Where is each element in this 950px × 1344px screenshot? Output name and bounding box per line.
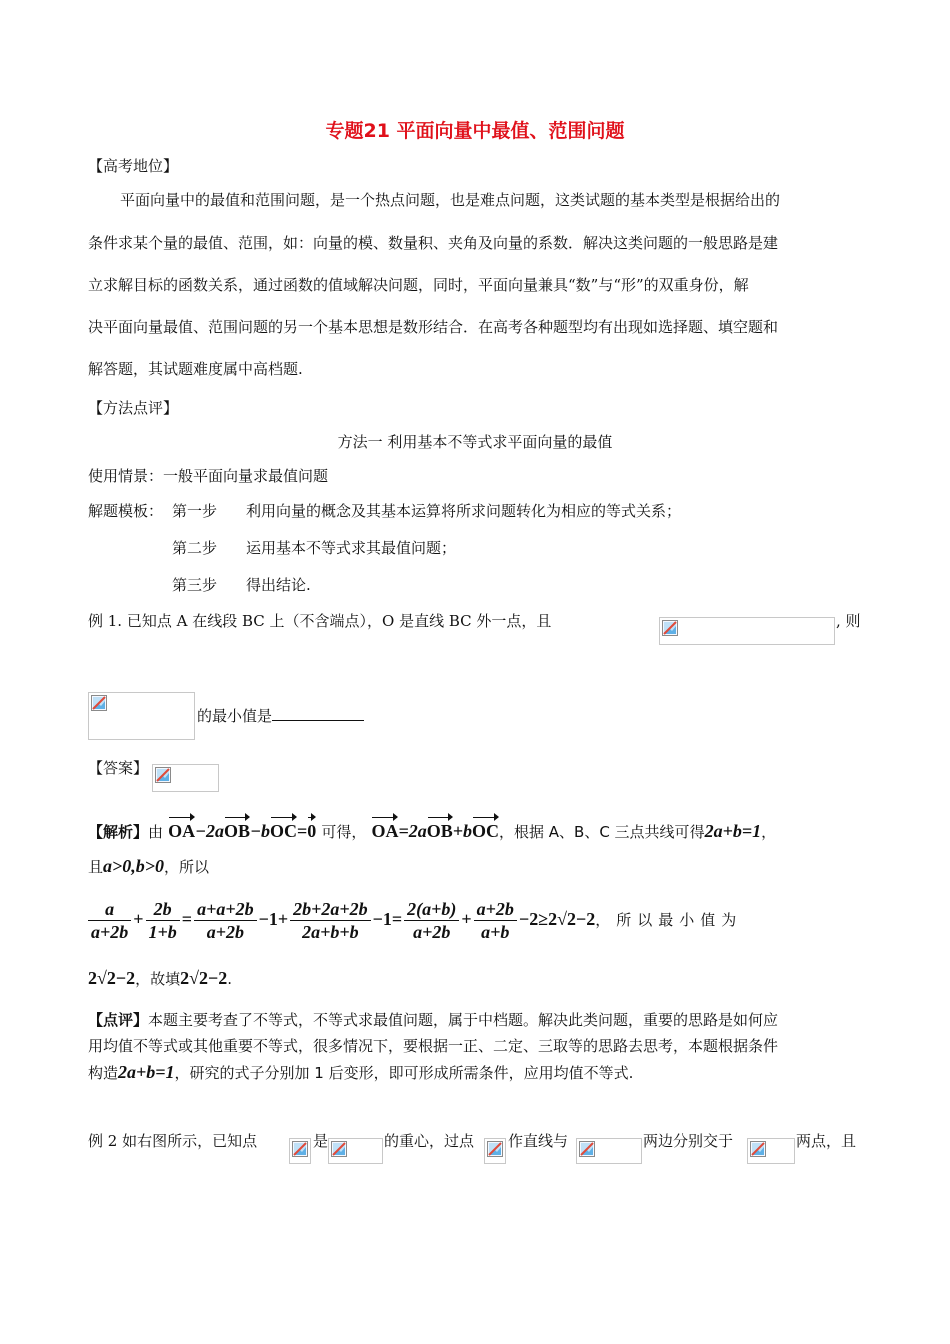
para1-line-2: 条件求某个量的最值、范围，如：向量的模、数量积、夹角及向量的系数．解决这类问题的一般思路是建 (88, 234, 779, 252)
analysis-line-2: 且a>0,b>0，所以 (88, 856, 210, 876)
example-2-text-d: 作直线与 (508, 1132, 569, 1150)
fraction-1: $\frac{a}{a+2b}$ (88, 898, 131, 943)
para1-line-3: 立求解目标的函数关系，通过函数的值域解决问题，同时，平面向量兼具“数”与“形”的双重身份，解 (88, 276, 749, 294)
broken-image-icon (292, 1141, 308, 1157)
example-2-text-e: 两边分别交于 (643, 1132, 734, 1150)
fraction-3: $\frac{a+a+2b}{a+2b}$ (194, 898, 257, 943)
broken-image-icon (155, 767, 171, 783)
broken-image-icon (579, 1141, 595, 1157)
example-2-text-a: 例 2 如右图所示，已知点 (88, 1132, 258, 1150)
answer-blank (272, 706, 364, 721)
fraction-5: $\frac{2(a+b)}{a+2b}$ (404, 898, 459, 943)
example-1-text: 例 1. 已知点 A 在线段 BC 上（不含端点），O 是直线 BC 外一点，且 (88, 612, 552, 630)
usage-line: 使用情景：一般平面向量求最值问题 (88, 467, 329, 485)
points-image (747, 1138, 795, 1164)
step-2-text: 运用基本不等式求其最值问题； (246, 539, 457, 557)
broken-image-icon (487, 1141, 503, 1157)
step-3-name: 第三步 (172, 576, 218, 594)
step-1-text: 利用向量的概念及其基本运算将所求问题转化为相应的等式关系； (246, 502, 682, 520)
comment-line-3: 构造2a+b=1，研究的式子分别加 1 后变形，即可形成所需条件，应用均值不等式. (88, 1062, 634, 1082)
inequality-chain: $\frac{a}{a+2b}$ + $\frac{2b}{1+b}$ = $\frac{a+a+2b}{a+2b}$ −1+ $\frac{2b+2a+2b}{2a+b+b}$ −1= $\frac{2(a+b)}{a+2b}$ + $\frac{a+2b}{a+b}$ −2≥2√2−2，所以最小值为 (86, 893, 742, 945)
para1-line-4: 决平面向量最值、范围问题的另一个基本思想是数形结合．在高考各种题型均有出现如选择题、填空题和 (88, 318, 779, 336)
method1-title: 方法一 利用基本不等式求平面向量的最值 (337, 433, 613, 451)
analysis-result: 2√2−2，故填2√2−2. (88, 968, 233, 988)
section-heading-status: 【高考地位】 (88, 157, 179, 175)
example-1-then: , 则 (836, 612, 861, 630)
equation-image (659, 617, 835, 645)
para1-line-5: 解答题，其试题难度属中高档题. (88, 360, 303, 378)
section-heading-method: 【方法点评】 (88, 399, 179, 417)
broken-image-icon (662, 620, 678, 636)
template-label: 解题模板： (88, 502, 164, 520)
comment-line-1: 【点评】本题主要考查了不等式，不等式求最值问题，属于中档题。解决此类问题，重要的思路是如何应 (88, 1011, 779, 1029)
fraction-4: $\frac{2b+2a+2b}{2a+b+b}$ (290, 898, 371, 943)
broken-image-icon (331, 1141, 347, 1157)
step-2-name: 第二步 (172, 539, 218, 557)
answer-image (152, 764, 219, 792)
example-2-text-c: 的重心，过点 (384, 1132, 475, 1150)
broken-image-icon (750, 1141, 766, 1157)
analysis-line-1: 【解析】由 OA−2aOB−bOC=0 可得， OA=2aOB+bOC，根据 A、B、C 三点共线可得2a+b=1， (88, 818, 776, 844)
fraction-6: $\frac{a+2b}{a+b}$ (474, 898, 517, 943)
comment-label: 【点评】 (88, 1011, 149, 1029)
para1-line-1: 平面向量中的最值和范围问题，是一个热点问题，也是难点问题，这类试题的基本类型是根据给出的 (120, 191, 781, 209)
expression-image (88, 692, 195, 740)
point-image (484, 1138, 506, 1164)
min-value-prompt: 的最小值是 (197, 707, 273, 725)
step-3-text: 得出结论. (246, 576, 311, 594)
page-title: 专题21 平面向量中最值、范围问题 (325, 120, 625, 142)
comment-line-2: 用均值不等式或其他重要不等式，很多情况下，要根据一正、二定、三取等的思路去思考，本题根据条件 (88, 1037, 779, 1055)
example-2-text-b: 是 (313, 1132, 329, 1150)
analysis-label: 【解析】 (88, 823, 149, 841)
example-2-text-f: 两点，且 (796, 1132, 857, 1150)
point-image (289, 1138, 311, 1164)
step-1-name: 第一步 (172, 502, 218, 520)
fraction-2: $\frac{2b}{1+b}$ (146, 898, 180, 943)
triangle-image (328, 1138, 383, 1164)
broken-image-icon (91, 695, 107, 711)
answer-label: 【答案】 (88, 759, 149, 777)
sides-image (576, 1138, 642, 1164)
